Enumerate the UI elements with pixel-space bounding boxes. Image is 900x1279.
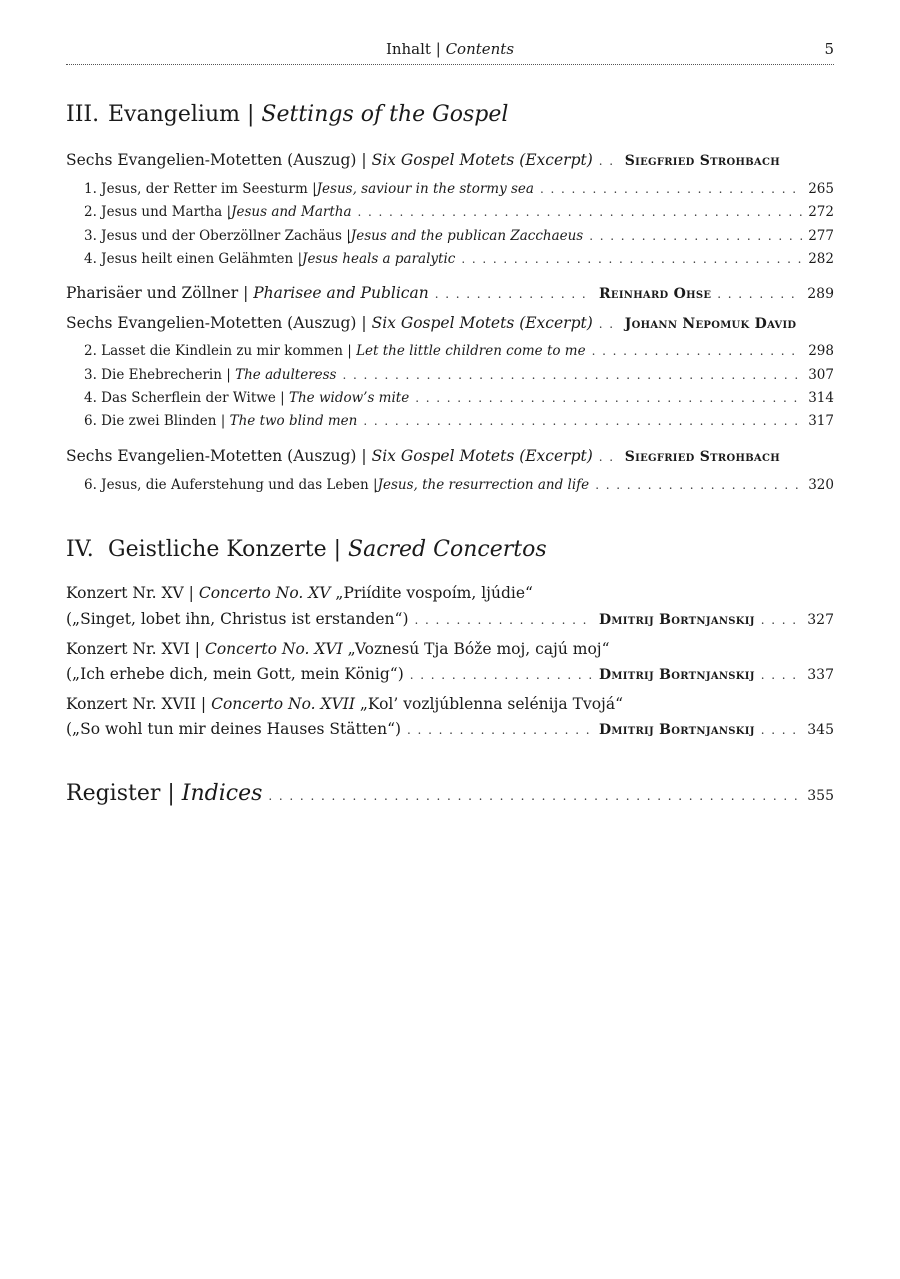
- page-ref: 277: [808, 228, 834, 244]
- composer-name: Dmitrij Bortnjanskij: [599, 722, 755, 738]
- entry-title: 4. Das Scherflein der Witwe | The widow’s mite: [84, 390, 410, 406]
- dot-leader: [268, 789, 801, 803]
- dot-leader: [415, 391, 802, 405]
- entry-title: 1. Jesus, der Retter im Seesturm |Jesus, saviour in the stormy sea: [84, 181, 534, 197]
- page-ref: 298: [808, 343, 834, 359]
- dot-leader: [415, 613, 594, 627]
- page-ref: 320: [808, 477, 834, 493]
- dot-leader: [592, 344, 803, 358]
- composer-name: Dmitrij Bortnjanskij: [599, 667, 755, 683]
- concerto-translation: („Singet, lobet ihn, Christus ist erstanden“): [66, 610, 409, 628]
- entry-title: 6. Jesus, die Auferstehung und das Leben |Jesus, the resurrection and life: [84, 477, 590, 493]
- composer-name: Johann Nepomuk David: [624, 316, 797, 332]
- page-ref: 327: [807, 612, 834, 628]
- toc-entry[interactable]: [66, 413, 834, 433]
- toc-entry[interactable]: [66, 251, 834, 271]
- dot-leader: [343, 368, 803, 382]
- composer-name: Siegfried Strohbach: [624, 449, 780, 465]
- toc-group-row[interactable]: [66, 284, 834, 306]
- page-ref: 317: [808, 413, 834, 429]
- entry-title: 3. Die Ehebrecherin | The adulteress: [84, 367, 337, 383]
- toc-entry[interactable]: [66, 343, 834, 363]
- composer-name: Reinhard Ohse: [599, 286, 712, 302]
- concerto-title-line: Konzert Nr. XV | Concerto No. XV „Priídite vospoím, ljúdie“: [66, 584, 533, 602]
- dot-leader: [589, 229, 802, 243]
- dot-leader: [435, 287, 593, 301]
- page-ref: 282: [808, 251, 834, 267]
- toc-entry[interactable]: [66, 477, 834, 497]
- entry-title: 3. Jesus und der Oberzöllner Zachäus |Jesus and the publican Zacchaeus: [84, 228, 584, 244]
- entry-title: 4. Jesus heilt einen Gelähmten |Jesus heals a paralytic: [84, 251, 456, 267]
- composer-name: Dmitrij Bortnjanskij: [599, 612, 755, 628]
- dot-leader: [761, 668, 802, 682]
- toc-concerto-row[interactable]: [66, 610, 834, 632]
- dot-leader: [761, 723, 802, 737]
- toc-register-row[interactable]: [66, 781, 834, 806]
- toc-group-row[interactable]: [66, 314, 834, 336]
- concerto-translation: („Ich erhebe dich, mein Gott, mein König“): [66, 665, 404, 683]
- dot-leader: [461, 252, 802, 266]
- group-title: Pharisäer und Zöllner | Pharisee and Publican: [66, 284, 429, 302]
- page-ref: 272: [808, 204, 834, 220]
- toc-concerto-row[interactable]: [66, 665, 834, 687]
- composer-name: Siegfried Strohbach: [624, 153, 780, 169]
- register-title: Register | Indices: [66, 781, 263, 806]
- dot-leader: [595, 478, 802, 492]
- concerto-title-line: Konzert Nr. XVI | Concerto No. XVI „Voznesú Tja Bóže moj, cajú moj“: [66, 640, 610, 658]
- dot-leader: [407, 723, 593, 737]
- entry-title: 6. Die zwei Blinden | The two blind men: [84, 413, 358, 429]
- concerto-title-line: Konzert Nr. XVII | Concerto No. XVII „Kol’ vozljúblenna selénija Tvojá“: [66, 695, 623, 713]
- dot-leader: [599, 317, 619, 331]
- toc-group-row[interactable]: [66, 151, 834, 173]
- group-title: Sechs Evangelien-Motetten (Auszug) | Six Gospel Motets (Excerpt): [66, 447, 593, 465]
- page-number: 5: [824, 40, 834, 58]
- page-ref: 265: [808, 181, 834, 197]
- entry-title: 2. Jesus und Martha |Jesus and Martha: [84, 204, 352, 220]
- dot-leader: [599, 450, 619, 464]
- dot-leader: [761, 613, 802, 627]
- group-title: Sechs Evangelien-Motetten (Auszug) | Six Gospel Motets (Excerpt): [66, 151, 593, 169]
- group-title: Sechs Evangelien-Motetten (Auszug) | Six Gospel Motets (Excerpt): [66, 314, 593, 332]
- dot-leader: [717, 287, 801, 301]
- dot-leader: [410, 668, 593, 682]
- dot-leader: [363, 414, 802, 428]
- entry-title: 2. Lasset die Kindlein zu mir kommen | Let the little children come to me: [84, 343, 586, 359]
- toc-group-row[interactable]: [66, 447, 834, 469]
- header-title: Inhalt | Contents: [385, 40, 515, 58]
- dot-leader: [599, 154, 619, 168]
- page-ref: 355: [807, 788, 834, 804]
- page-ref: 289: [807, 286, 834, 302]
- dot-leader: [358, 205, 803, 219]
- running-header: [66, 40, 834, 65]
- toc-concerto-row[interactable]: [66, 720, 834, 742]
- toc-entry[interactable]: [66, 181, 834, 201]
- page-ref: 314: [808, 390, 834, 406]
- toc-entry[interactable]: [66, 228, 834, 248]
- dot-leader: [540, 182, 802, 196]
- page-ref: 345: [807, 722, 834, 738]
- toc-entry[interactable]: [66, 367, 834, 387]
- section-heading-iv: IV. Geistliche Konzerte | Sacred Concertos: [66, 537, 547, 562]
- toc-entry[interactable]: [66, 390, 834, 410]
- page-ref: 307: [808, 367, 834, 383]
- page-ref: 337: [807, 667, 834, 683]
- section-heading-iii: III. Evangelium | Settings of the Gospel: [66, 102, 509, 127]
- toc-entry[interactable]: [66, 204, 834, 224]
- concerto-translation: („So wohl tun mir deines Hauses Stätten“): [66, 720, 402, 738]
